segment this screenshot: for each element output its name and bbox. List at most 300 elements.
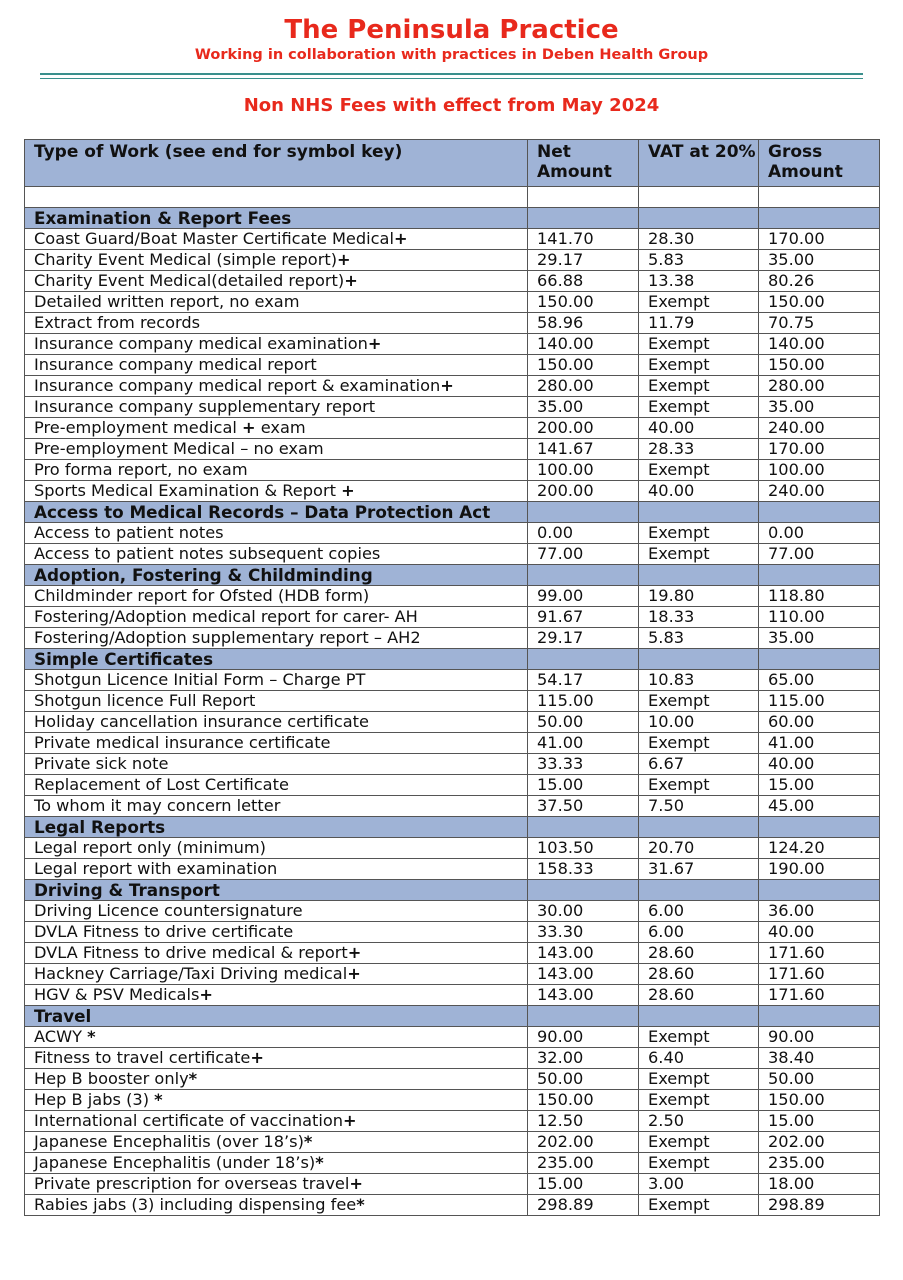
- vat-cell: 10.83: [639, 670, 759, 691]
- vat-cell: 20.70: [639, 838, 759, 859]
- work-type-label: Pre-employment Medical – no exam: [34, 439, 324, 458]
- net-amount-cell: 140.00: [528, 334, 639, 355]
- fee-row: [25, 1174, 880, 1195]
- symbol-marker: *: [188, 1069, 198, 1088]
- net-amount-cell: 235.00: [528, 1153, 639, 1174]
- symbol-marker: *: [303, 1132, 313, 1151]
- gross-amount-cell: 50.00: [759, 1069, 880, 1090]
- work-type-label: Charity Event Medical (simple report): [34, 250, 338, 269]
- work-type-label: Rabies jabs (3) including dispensing fee: [34, 1195, 357, 1214]
- fee-row: [25, 1048, 880, 1069]
- vat-cell: 28.60: [639, 985, 759, 1006]
- work-type-cell: [25, 292, 528, 313]
- gross-amount-cell: 15.00: [759, 1111, 880, 1132]
- work-type-cell: [25, 922, 528, 943]
- net-amount-cell: 54.17: [528, 670, 639, 691]
- fee-row: [25, 418, 880, 439]
- work-type-label: Detailed written report, no exam: [34, 292, 300, 311]
- work-type-cell: [25, 250, 528, 271]
- net-amount-cell: 37.50: [528, 796, 639, 817]
- gross-amount-cell: 0.00: [759, 523, 880, 544]
- work-type-cell: [25, 1195, 528, 1216]
- fee-row: [25, 313, 880, 334]
- work-type-label: Replacement of Lost Certificate: [34, 775, 289, 794]
- gross-amount-cell: 40.00: [759, 922, 880, 943]
- vat-cell: 31.67: [639, 859, 759, 880]
- fee-row: [25, 1153, 880, 1174]
- net-amount-cell: 15.00: [528, 1174, 639, 1195]
- fee-row: [25, 586, 880, 607]
- vat-cell: 28.30: [639, 229, 759, 250]
- section-empty-cell: [759, 880, 880, 901]
- work-type-label: Hackney Carriage/Taxi Driving medical: [34, 964, 348, 983]
- net-amount-cell: 150.00: [528, 355, 639, 376]
- symbol-marker: +: [199, 985, 213, 1004]
- net-amount-cell: 41.00: [528, 733, 639, 754]
- fee-row: [25, 439, 880, 460]
- gross-amount-cell: 41.00: [759, 733, 880, 754]
- gross-amount-cell: 100.00: [759, 460, 880, 481]
- fee-row: [25, 712, 880, 733]
- fee-row: [25, 1111, 880, 1132]
- gross-amount-cell: 235.00: [759, 1153, 880, 1174]
- fee-row: [25, 271, 880, 292]
- section-empty-cell: [759, 817, 880, 838]
- vat-cell: 28.60: [639, 943, 759, 964]
- vat-cell: Exempt: [639, 355, 759, 376]
- fee-row: [25, 943, 880, 964]
- work-type-label: Japanese Encephalitis (over 18’s): [34, 1132, 304, 1151]
- net-amount-cell: 91.67: [528, 607, 639, 628]
- fee-row: [25, 355, 880, 376]
- work-type-cell: [25, 1111, 528, 1132]
- gross-amount-cell: 18.00: [759, 1174, 880, 1195]
- fee-row: [25, 523, 880, 544]
- vat-cell: 28.60: [639, 964, 759, 985]
- fee-row: [25, 775, 880, 796]
- work-type-cell: [25, 754, 528, 775]
- net-amount-cell: 143.00: [528, 943, 639, 964]
- symbol-marker: +: [343, 1111, 357, 1130]
- work-type-cell: [25, 439, 528, 460]
- work-type-cell: [25, 964, 528, 985]
- section-header-row: [25, 880, 880, 901]
- fee-row: [25, 670, 880, 691]
- practice-title: The Peninsula Practice: [284, 15, 619, 45]
- vat-cell: 6.00: [639, 922, 759, 943]
- work-type-cell: [25, 481, 528, 502]
- fee-row: [25, 481, 880, 502]
- gross-amount-cell: 140.00: [759, 334, 880, 355]
- vat-cell: Exempt: [639, 1195, 759, 1216]
- work-type-label: Private sick note: [34, 754, 169, 773]
- work-type-cell: [25, 775, 528, 796]
- section-empty-cell: [528, 1006, 639, 1027]
- work-type-cell: [25, 418, 528, 439]
- section-empty-cell: [759, 502, 880, 523]
- work-type-cell: [25, 691, 528, 712]
- work-type-cell: [25, 838, 528, 859]
- vat-cell: 10.00: [639, 712, 759, 733]
- work-type-label: International certificate of vaccination: [34, 1111, 344, 1130]
- work-type-label: Childminder report for Ofsted (HDB form): [34, 586, 370, 605]
- column-header-type: Type of Work (see end for symbol key): [25, 140, 528, 187]
- symbol-marker: *: [356, 1195, 365, 1214]
- gross-amount-cell: 298.89: [759, 1195, 880, 1216]
- section-empty-cell: [639, 502, 759, 523]
- section-empty-cell: [639, 1006, 759, 1027]
- work-type-cell: [25, 712, 528, 733]
- work-type-cell: [25, 1027, 528, 1048]
- work-type-label: To whom it may concern letter: [34, 796, 281, 815]
- work-type-cell: [25, 523, 528, 544]
- fee-row: [25, 1069, 880, 1090]
- fee-row: [25, 544, 880, 565]
- work-type-label: Shotgun licence Full Report: [34, 691, 256, 710]
- gross-amount-cell: 280.00: [759, 376, 880, 397]
- gross-amount-cell: 202.00: [759, 1132, 880, 1153]
- work-type-label: HGV & PSV Medicals: [34, 985, 200, 1004]
- section-empty-cell: [528, 208, 639, 229]
- work-type-cell: [25, 796, 528, 817]
- work-type-cell: [25, 355, 528, 376]
- net-amount-cell: 15.00: [528, 775, 639, 796]
- vat-cell: 5.83: [639, 250, 759, 271]
- symbol-marker: *: [154, 1090, 163, 1109]
- net-amount-cell: 103.50: [528, 838, 639, 859]
- net-amount-cell: 66.88: [528, 271, 639, 292]
- net-amount-cell: 158.33: [528, 859, 639, 880]
- vat-cell: 40.00: [639, 481, 759, 502]
- vat-cell: 3.00: [639, 1174, 759, 1195]
- section-empty-cell: [639, 880, 759, 901]
- net-amount-cell: 90.00: [528, 1027, 639, 1048]
- work-type-label: Hep B jabs (3): [34, 1090, 155, 1109]
- symbol-marker: +: [341, 481, 355, 500]
- symbol-marker: +: [393, 229, 408, 248]
- work-type-label: Holiday cancellation insurance certificate: [34, 712, 369, 731]
- section-empty-cell: [528, 649, 639, 670]
- gross-amount-cell: 150.00: [759, 1090, 880, 1111]
- net-amount-cell: 143.00: [528, 985, 639, 1006]
- work-type-cell: [25, 733, 528, 754]
- work-type-cell: [25, 586, 528, 607]
- work-type-label: Fitness to travel certificate: [34, 1048, 251, 1067]
- net-amount-cell: 58.96: [528, 313, 639, 334]
- section-header-row: [25, 649, 880, 670]
- vat-cell: 5.83: [639, 628, 759, 649]
- fee-row: [25, 1090, 880, 1111]
- gross-amount-cell: 240.00: [759, 481, 880, 502]
- work-type-label: DVLA Fitness to drive medical & report: [34, 943, 348, 962]
- net-amount-cell: 200.00: [528, 481, 639, 502]
- net-amount-cell: 99.00: [528, 586, 639, 607]
- vat-cell: 19.80: [639, 586, 759, 607]
- section-title: Travel: [25, 1006, 528, 1027]
- fee-row: [25, 691, 880, 712]
- work-type-cell: [25, 943, 528, 964]
- fees-heading: Non NHS Fees with effect from May 2024: [243, 95, 660, 116]
- vat-cell: Exempt: [639, 523, 759, 544]
- work-type-cell: [25, 334, 528, 355]
- vat-cell: Exempt: [639, 544, 759, 565]
- vat-cell: 11.79: [639, 313, 759, 334]
- column-header-gross: Gross Amount: [759, 140, 880, 187]
- gross-amount-cell: 65.00: [759, 670, 880, 691]
- work-type-label: Charity Event Medical(detailed report): [34, 271, 345, 290]
- fee-row: [25, 376, 880, 397]
- net-amount-cell: 100.00: [528, 460, 639, 481]
- column-header-vat: VAT at 20%: [639, 140, 759, 187]
- work-type-label: DVLA Fitness to drive certificate: [34, 922, 294, 941]
- net-amount-cell: 141.70: [528, 229, 639, 250]
- net-amount-cell: 33.33: [528, 754, 639, 775]
- gross-amount-cell: 124.20: [759, 838, 880, 859]
- vat-cell: Exempt: [639, 1132, 759, 1153]
- work-type-label: Driving Licence countersignature: [34, 901, 303, 920]
- net-amount-cell: 50.00: [528, 712, 639, 733]
- net-amount-cell: 32.00: [528, 1048, 639, 1069]
- work-type-cell: [25, 376, 528, 397]
- section-empty-cell: [759, 649, 880, 670]
- work-type-cell: [25, 313, 528, 334]
- gross-amount-cell: 171.60: [759, 964, 880, 985]
- net-amount-cell: 77.00: [528, 544, 639, 565]
- fee-row: [25, 859, 880, 880]
- section-empty-cell: [528, 880, 639, 901]
- fee-row: [25, 397, 880, 418]
- gross-amount-cell: 90.00: [759, 1027, 880, 1048]
- vat-cell: Exempt: [639, 1153, 759, 1174]
- column-header-net: Net Amount: [528, 140, 639, 187]
- symbol-marker: *: [87, 1027, 96, 1046]
- net-amount-cell: 35.00: [528, 397, 639, 418]
- work-type-label: Access to patient notes subsequent copies: [34, 544, 381, 563]
- fee-row: [25, 250, 880, 271]
- work-type-cell: [25, 1132, 528, 1153]
- symbol-marker: +: [250, 1048, 264, 1067]
- gross-amount-cell: 70.75: [759, 313, 880, 334]
- work-type-cell: [25, 1090, 528, 1111]
- work-type-cell: [25, 229, 528, 250]
- work-type-label: Shotgun Licence Initial Form – Charge PT: [34, 670, 366, 689]
- work-type-label: Insurance company medical report: [34, 355, 317, 374]
- work-type-cell: [25, 859, 528, 880]
- work-type-label: Coast Guard/Boat Master Certificate Medical: [34, 229, 394, 248]
- section-title: Adoption, Fostering & Childminding: [25, 565, 528, 586]
- gross-amount-cell: 170.00: [759, 229, 880, 250]
- fees-table: [24, 139, 880, 1216]
- work-type-cell: [25, 1048, 528, 1069]
- net-amount-cell: 143.00: [528, 964, 639, 985]
- gross-amount-cell: 35.00: [759, 397, 880, 418]
- net-amount-cell: 150.00: [528, 292, 639, 313]
- section-header-row: [25, 502, 880, 523]
- vat-cell: 28.33: [639, 439, 759, 460]
- section-title: Driving & Transport: [25, 880, 528, 901]
- work-type-cell: [25, 544, 528, 565]
- gross-amount-cell: 15.00: [759, 775, 880, 796]
- work-type-label: Fostering/Adoption medical report for carer- AH: [34, 607, 418, 626]
- symbol-marker: +: [337, 250, 351, 269]
- work-type-cell: [25, 901, 528, 922]
- vat-cell: 7.50: [639, 796, 759, 817]
- gross-amount-cell: 38.40: [759, 1048, 880, 1069]
- fee-row: [25, 838, 880, 859]
- vat-cell: Exempt: [639, 334, 759, 355]
- work-type-cell: [25, 1069, 528, 1090]
- work-type-cell: [25, 985, 528, 1006]
- vat-cell: Exempt: [639, 292, 759, 313]
- blank-row: [25, 187, 880, 208]
- gross-amount-cell: 36.00: [759, 901, 880, 922]
- blank-cell: [639, 187, 759, 208]
- work-type-label: Private medical insurance certificate: [34, 733, 331, 752]
- net-amount-cell: 115.00: [528, 691, 639, 712]
- symbol-marker: *: [315, 1153, 324, 1172]
- vat-cell: Exempt: [639, 460, 759, 481]
- net-amount-cell: 200.00: [528, 418, 639, 439]
- gross-amount-cell: 60.00: [759, 712, 880, 733]
- vat-cell: Exempt: [639, 1027, 759, 1048]
- net-amount-cell: 33.30: [528, 922, 639, 943]
- fees-table-header: [25, 140, 880, 187]
- fee-row: [25, 1195, 880, 1216]
- vat-cell: Exempt: [639, 691, 759, 712]
- vat-cell: Exempt: [639, 397, 759, 418]
- work-type-cell: [25, 460, 528, 481]
- vat-cell: Exempt: [639, 775, 759, 796]
- net-amount-cell: 150.00: [528, 1090, 639, 1111]
- header-row: [25, 140, 880, 187]
- fee-row: [25, 901, 880, 922]
- vat-cell: 18.33: [639, 607, 759, 628]
- gross-amount-cell: 45.00: [759, 796, 880, 817]
- symbol-marker: +: [347, 964, 361, 983]
- fee-row: [25, 460, 880, 481]
- fee-row: [25, 922, 880, 943]
- section-empty-cell: [528, 502, 639, 523]
- net-amount-cell: 12.50: [528, 1111, 639, 1132]
- vat-cell: Exempt: [639, 1069, 759, 1090]
- blank-cell: [528, 187, 639, 208]
- section-header-row: [25, 208, 880, 229]
- fee-row: [25, 334, 880, 355]
- section-title: Examination & Report Fees: [25, 208, 528, 229]
- work-type-label: Legal report with examination: [34, 859, 278, 878]
- work-type-cell: [25, 1153, 528, 1174]
- symbol-marker: +: [367, 334, 382, 353]
- work-type-label: Pre-employment medical: [34, 418, 243, 437]
- work-type-label: Insurance company supplementary report: [34, 397, 376, 416]
- blank-cell: [25, 187, 528, 208]
- practice-subtitle: Working in collaboration with practices in Deben Health Group: [194, 47, 709, 63]
- section-empty-cell: [639, 208, 759, 229]
- fee-row: [25, 754, 880, 775]
- work-type-label: Pro forma report, no exam: [34, 460, 248, 479]
- symbol-marker: +: [349, 1174, 363, 1193]
- fee-row: [25, 607, 880, 628]
- work-type-label: Insurance company medical report & examination: [34, 376, 441, 395]
- fees-table-body: [25, 187, 880, 1216]
- gross-amount-cell: 40.00: [759, 754, 880, 775]
- vat-cell: Exempt: [639, 1090, 759, 1111]
- vat-cell: 6.40: [639, 1048, 759, 1069]
- vat-cell: 6.00: [639, 901, 759, 922]
- section-title: Access to Medical Records – Data Protection Act: [25, 502, 528, 523]
- work-type-label: ACWY: [34, 1027, 88, 1046]
- vat-cell: 6.67: [639, 754, 759, 775]
- gross-amount-cell: 240.00: [759, 418, 880, 439]
- fee-row: [25, 964, 880, 985]
- work-type-cell: [25, 1174, 528, 1195]
- work-type-label-suffix: exam: [255, 418, 306, 437]
- fee-row: [25, 1132, 880, 1153]
- gross-amount-cell: 171.60: [759, 943, 880, 964]
- fee-row: [25, 628, 880, 649]
- section-title: Simple Certificates: [25, 649, 528, 670]
- net-amount-cell: 29.17: [528, 628, 639, 649]
- symbol-marker: +: [242, 418, 256, 437]
- work-type-label: Private prescription for overseas travel: [34, 1174, 350, 1193]
- gross-amount-cell: 190.00: [759, 859, 880, 880]
- section-empty-cell: [528, 817, 639, 838]
- work-type-label: Insurance company medical examination: [34, 334, 368, 353]
- section-empty-cell: [639, 565, 759, 586]
- section-header-row: [25, 1006, 880, 1027]
- gross-amount-cell: 171.60: [759, 985, 880, 1006]
- work-type-label: Access to patient notes: [34, 523, 224, 542]
- gross-amount-cell: 35.00: [759, 250, 880, 271]
- header-divider-thin: [40, 78, 863, 79]
- section-header-row: [25, 565, 880, 586]
- fee-row: [25, 796, 880, 817]
- gross-amount-cell: 35.00: [759, 628, 880, 649]
- work-type-cell: [25, 271, 528, 292]
- work-type-label: Extract from records: [34, 313, 201, 332]
- work-type-label: Japanese Encephalitis (under 18’s): [34, 1153, 316, 1172]
- work-type-label: Legal report only (minimum): [34, 838, 266, 857]
- fee-row: [25, 229, 880, 250]
- symbol-marker: +: [440, 376, 454, 395]
- section-empty-cell: [528, 565, 639, 586]
- gross-amount-cell: 110.00: [759, 607, 880, 628]
- gross-amount-cell: 150.00: [759, 292, 880, 313]
- net-amount-cell: 280.00: [528, 376, 639, 397]
- vat-cell: 2.50: [639, 1111, 759, 1132]
- section-empty-cell: [759, 565, 880, 586]
- net-amount-cell: 202.00: [528, 1132, 639, 1153]
- gross-amount-cell: 115.00: [759, 691, 880, 712]
- section-empty-cell: [759, 1006, 880, 1027]
- vat-cell: Exempt: [639, 733, 759, 754]
- work-type-cell: [25, 628, 528, 649]
- net-amount-cell: 298.89: [528, 1195, 639, 1216]
- net-amount-cell: 29.17: [528, 250, 639, 271]
- net-amount-cell: 141.67: [528, 439, 639, 460]
- work-type-cell: [25, 397, 528, 418]
- vat-cell: 13.38: [639, 271, 759, 292]
- work-type-cell: [25, 607, 528, 628]
- gross-amount-cell: 77.00: [759, 544, 880, 565]
- gross-amount-cell: 150.00: [759, 355, 880, 376]
- fee-row: [25, 733, 880, 754]
- gross-amount-cell: 118.80: [759, 586, 880, 607]
- vat-cell: Exempt: [639, 376, 759, 397]
- gross-amount-cell: 170.00: [759, 439, 880, 460]
- work-type-label: Fostering/Adoption supplementary report – AH2: [34, 628, 421, 647]
- gross-amount-cell: 80.26: [759, 271, 880, 292]
